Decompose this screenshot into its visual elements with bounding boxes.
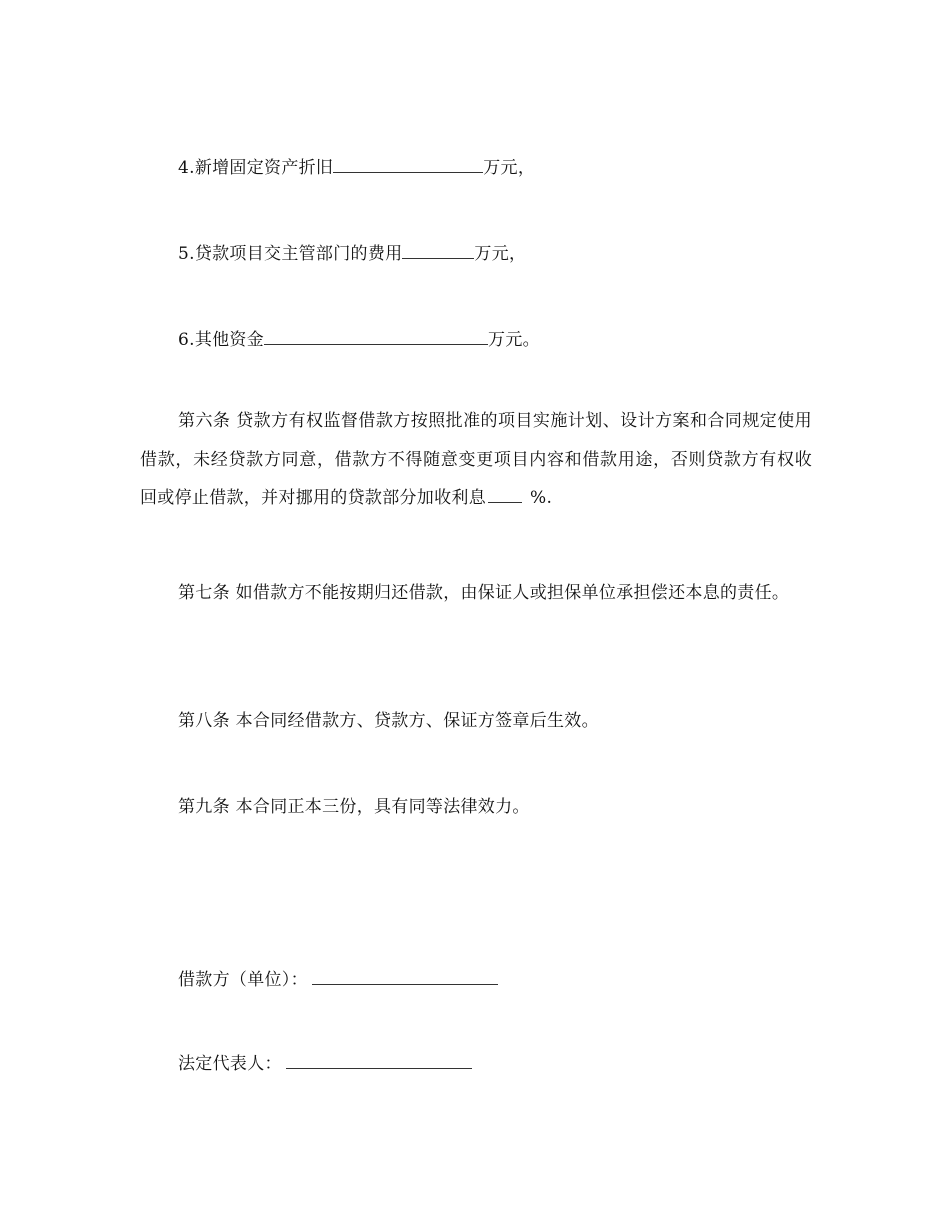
item-6-blank: [264, 328, 488, 345]
item-4: [178, 156, 535, 178]
article-8: 第八条 本合同经借款方、贷款方、保证方签章后生效。: [178, 711, 599, 731]
article-6-text: 第六条 贷款方有权监督借款方按照批准的项目实施计划、设计方案和合同规定使用借款，未经贷款方同意，借款方不得随意变更项目内容和借款用途，否则贷款方有权收回或停止借款，并对挪用的贷款部分加收利息: [140, 411, 812, 508]
item-4-blank: [333, 156, 483, 173]
item-6-unit: 万元。: [488, 330, 540, 350]
item-4-unit: 万元，: [483, 158, 536, 178]
item-5-blank: [402, 242, 474, 259]
article-7: 第七条 如借款方不能按期归还借款，由保证人或担保单位承担偿还本息的责任。: [178, 583, 790, 603]
article-9: 第九条 本合同正本三份，具有同等法律效力。: [178, 797, 530, 817]
article-6-blank: [488, 486, 522, 503]
legal-rep-label: 法定代表人：: [178, 1054, 282, 1074]
legal-rep-signature-line: [286, 1052, 472, 1069]
item-5-label: 5.贷款项目交主管部门的费用: [178, 244, 403, 264]
article-6-tail: %.: [530, 488, 553, 508]
borrower-label: 借款方（单位）：: [178, 970, 308, 990]
item-5: [178, 242, 526, 264]
item-6-label: 6.其他资金: [178, 330, 265, 350]
article-6: [140, 402, 812, 518]
item-6: [178, 328, 540, 350]
item-5-unit: 万元，: [474, 244, 527, 264]
signature-legal-rep: [178, 1052, 472, 1074]
borrower-signature-line: [312, 968, 498, 985]
item-4-label: 4.新增固定资产折旧: [178, 158, 334, 178]
signature-borrower: [178, 968, 498, 990]
